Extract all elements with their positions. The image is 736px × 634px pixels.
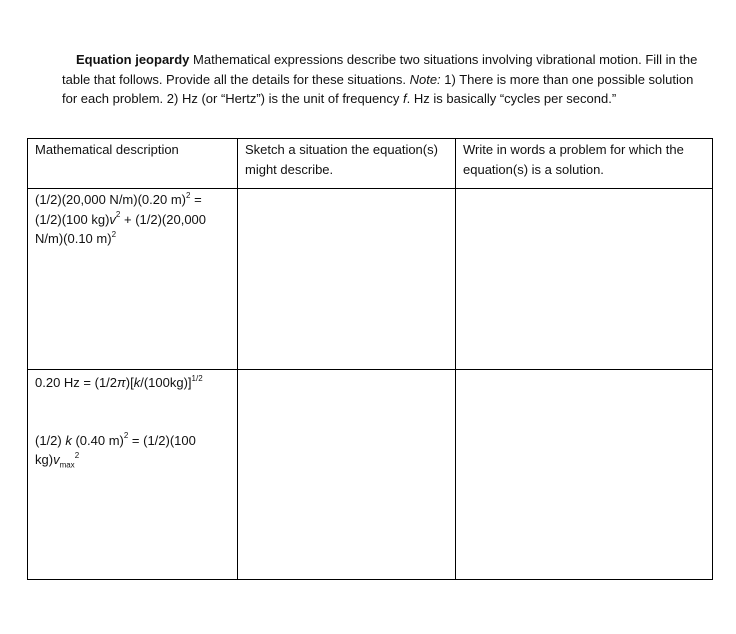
table-header-row [28, 139, 713, 189]
instructions-text-3: . Hz is basically “cycles per second.” [406, 91, 617, 106]
equation-cell-2 [28, 370, 238, 580]
note-label: Note: [409, 71, 441, 87]
header-sketch: Sketch a situation the equation(s) might describe. [238, 139, 456, 189]
instructions-title: Equation jeopardy [76, 52, 190, 67]
table-row [28, 189, 713, 370]
table-row [28, 370, 713, 580]
instructions-text-1: Mathematical expressions describe two situations involving vibrational motion. Fill in the table that follows. Provide all the details for these situations. [62, 52, 698, 87]
sketch-cell-1[interactable] [238, 189, 456, 370]
sketch-cell-2[interactable] [238, 370, 456, 580]
equation-energy-conservation: (1/2)(20,000 N/m)(0.20 m)$^2$ = (1/2)(100 $kg)v^2 + (1/2)(20,000$ N/m)(0.10 m)$^2$ [35, 190, 207, 246]
problem-cell-1[interactable] [456, 189, 713, 370]
header-math-description: Mathematical description [28, 139, 238, 189]
instructions-text-2: 1) There is more than one possible solution for each problem. 2) Hz (or “Hertz”) is the unit of frequency [62, 71, 694, 106]
instructions-paragraph [62, 50, 702, 109]
frequency-symbol: f [403, 91, 407, 106]
equation-spring-energy: (1/2) k (0.40 m)$^2$ = (1/2)(100 $kg)v_{max}^2$ [35, 431, 196, 470]
header-write-problem: Write in words a problem for which the equation(s) is a solution. [456, 139, 713, 189]
jeopardy-table [27, 138, 713, 580]
equation-frequency: 0.20 $Hz = (1/2\pi)[k/(100kg)]^{1/2}$ [35, 373, 203, 390]
equation-cell-1 [28, 189, 238, 370]
problem-cell-2[interactable] [456, 370, 713, 580]
